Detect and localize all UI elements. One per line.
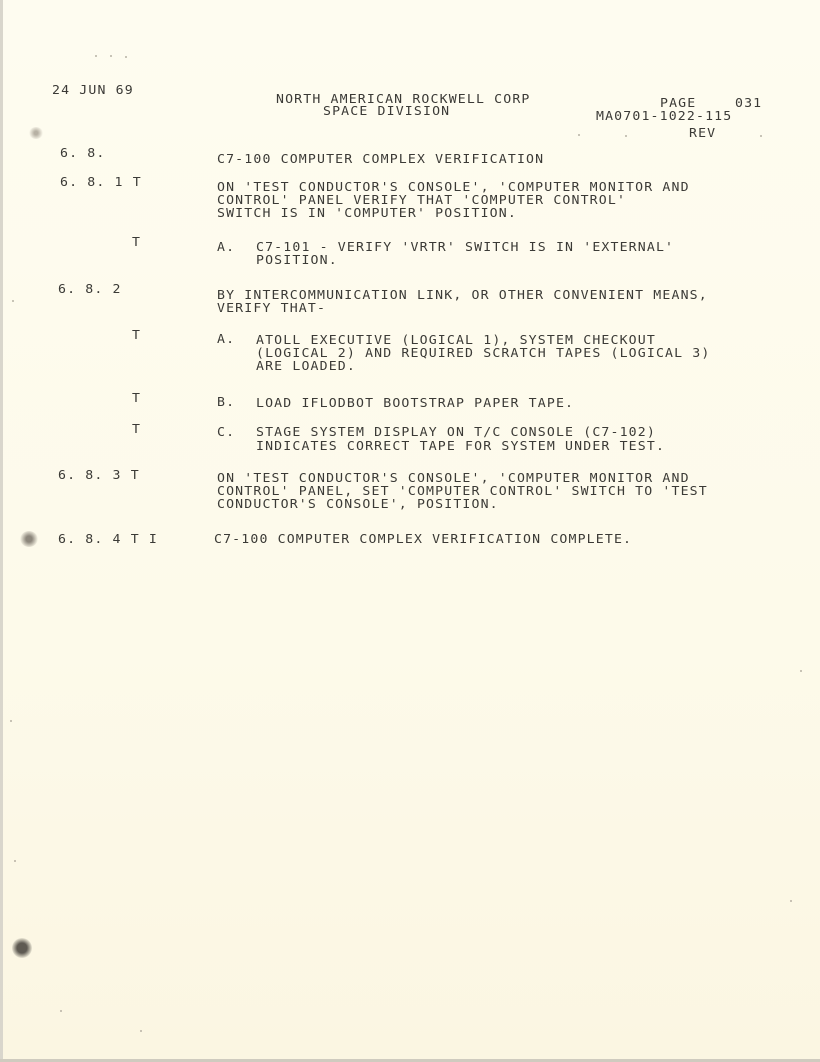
step-text-line: SWITCH IS IN 'COMPUTER' POSITION. (217, 206, 517, 221)
page-edge-left (0, 0, 3, 1062)
paper-speck (110, 55, 112, 57)
section-title: C7-100 COMPUTER COMPLEX VERIFICATION (217, 152, 545, 167)
paper-blemish (20, 531, 38, 547)
test-marker: T (132, 391, 142, 406)
step-text-line: C7-100 COMPUTER COMPLEX VERIFICATION COMPLETE. (214, 532, 633, 547)
page-number: 031 (735, 96, 763, 111)
step-number: 6. 8. 4 T I (58, 532, 158, 547)
item-text-line: INDICATES CORRECT TAPE FOR SYSTEM UNDER TEST. (256, 439, 666, 454)
item-text-line: ATOLL EXECUTIVE (LOGICAL 1), SYSTEM CHECKOUT (256, 333, 656, 348)
paper-blemish (29, 127, 43, 139)
paper-speck (800, 670, 802, 672)
paper-speck (790, 900, 792, 902)
document-date: 24 JUN 69 (52, 83, 134, 98)
item-text-line: LOAD IFLODBOT BOOTSTRAP PAPER TAPE. (256, 396, 575, 411)
paper-speck (60, 1010, 62, 1012)
step-text-line: CONDUCTOR'S CONSOLE', POSITION. (217, 497, 499, 512)
document-number: MA0701-1022-115 (596, 109, 733, 124)
item-text-line: POSITION. (256, 253, 338, 268)
page-label: PAGE (660, 96, 697, 111)
company-division: SPACE DIVISION (323, 104, 451, 119)
test-marker: T (132, 235, 142, 250)
step-number: 6. 8. 3 T (58, 468, 140, 483)
paper-speck (125, 56, 127, 58)
item-text-line: (LOGICAL 2) AND REQUIRED SCRATCH TAPES (LOGICAL 3) (256, 346, 711, 361)
step-text-line: VERIFY THAT- (217, 301, 327, 316)
test-marker: T (132, 328, 142, 343)
revision-label: REV (689, 126, 717, 141)
step-text-line: ON 'TEST CONDUCTOR'S CONSOLE', 'COMPUTER MONITOR AND (217, 471, 690, 486)
paper-speck (10, 720, 12, 722)
step-number: 6. 8. 2 (58, 282, 122, 297)
item-letter: A. (217, 332, 236, 347)
paper-speck (14, 860, 16, 862)
paper-speck (625, 135, 627, 137)
item-letter: C. (217, 425, 236, 440)
item-text-line: STAGE SYSTEM DISPLAY ON T/C CONSOLE (C7-102) (256, 425, 656, 440)
step-number: 6. 8. 1 T (60, 175, 142, 190)
item-text-line: C7-101 - VERIFY 'VRTR' SWITCH IS IN 'EXTERNAL' (256, 240, 675, 255)
paper-speck (12, 300, 14, 302)
paper-speck (95, 55, 97, 57)
step-text-line: CONTROL' PANEL, SET 'COMPUTER CONTROL' SWITCH TO 'TEST (217, 484, 708, 499)
company-name: NORTH AMERICAN ROCKWELL CORP (276, 92, 531, 107)
test-marker: T (132, 422, 142, 437)
step-text-line: CONTROL' PANEL VERIFY THAT 'COMPUTER CONTROL' (217, 193, 627, 208)
item-text-line: ARE LOADED. (256, 359, 356, 374)
paper-speck (760, 135, 762, 137)
paper-speck (578, 134, 580, 136)
item-letter: A. (217, 240, 236, 255)
step-text-line: ON 'TEST CONDUCTOR'S CONSOLE', 'COMPUTER MONITOR AND (217, 180, 690, 195)
paper-speck (140, 1030, 142, 1032)
section-number: 6. 8. (60, 146, 106, 161)
paper-blemish (12, 938, 32, 958)
item-letter: B. (217, 395, 236, 410)
step-text-line: BY INTERCOMMUNICATION LINK, OR OTHER CONVENIENT MEANS, (217, 288, 708, 303)
